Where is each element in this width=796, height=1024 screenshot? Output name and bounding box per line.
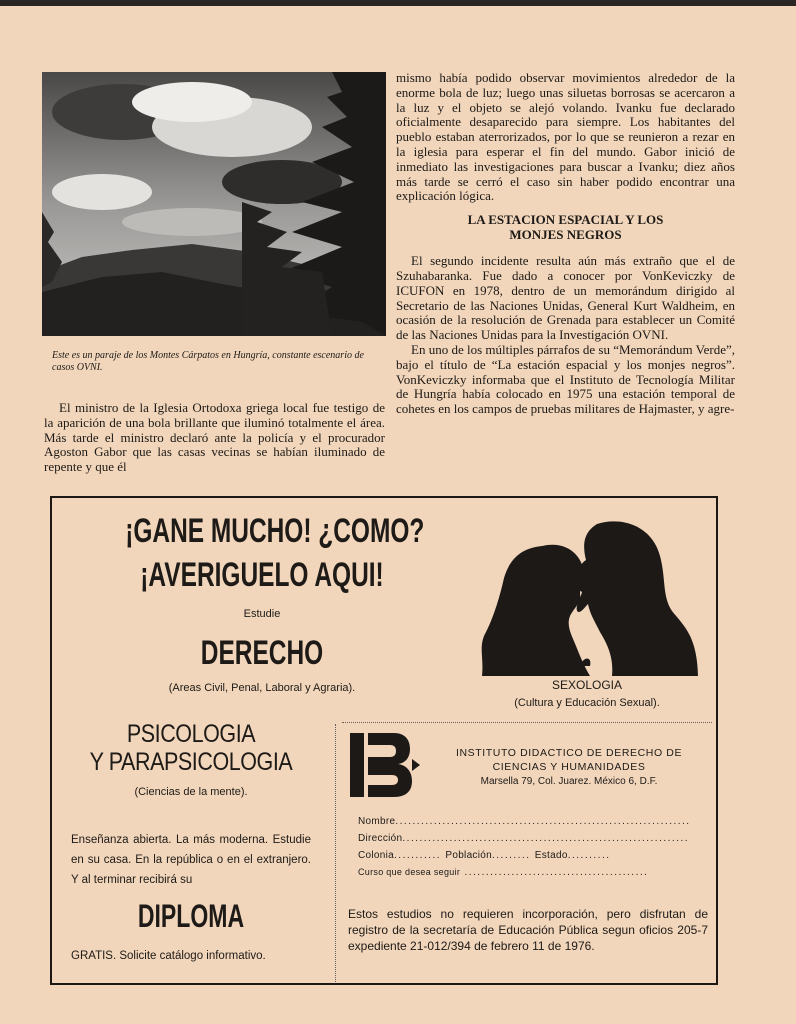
- course-sexologia-detail: (Cultura y Educación Sexual).: [514, 697, 660, 709]
- article-paragraph: mismo había podido observar movimientos alrededor de la enorme bola de luz; luego unas siluetas borrosas se acercaron a la luz y el objeto se alejó volando. Ivanku fue declarado oficialmente desaparecido para siempre. Los habitantes del pueblo estaban aterrorizados, por lo que se reunieron a rezar en la iglesia para esperar el fin del mundo. Gabor inició de inmediato las investigaciones para buscar a Ivanku; diez años más tarde se cerró el caso sin haber podido encontrar una explicación lógica.: [396, 70, 735, 204]
- article-paragraph: En uno de los múltiples párrafos de su “Memorándum Verde”, bajo el título de “La estación espacial y los monjes negros”. VonKeviczky informaba que el Instituto de Tecnología Militar de Hungría había colocado en 1975 una estación temporal de cohetes en los campos de pruebas militares de Hajmaster, y agre-: [396, 341, 735, 417]
- form-label-nombre: Nombre: [358, 816, 396, 827]
- accreditation-note: Estos estudios no requieren incorporación, pero disfrutan de registro de la secretaría de Educación Pública segun oficios 205-7 expediente 21-012/394 de febrero 11 de 1976.: [348, 907, 708, 953]
- diploma-heading: DIPLOMA: [137, 898, 245, 934]
- institute-logo: [348, 731, 422, 799]
- article-paragraph: El ministro de la Iglesia Ortodoxa griega local fue testigo de la aparición de una bola brillante que iluminó totalmente el área. Más tarde el ministro declaró ante la policía y el procurador Agoston Gabor que las casas vecinas se habían iluminado de repente y que él: [44, 400, 385, 475]
- form-label-estado: Estado: [534, 850, 568, 861]
- article-left-column: [44, 401, 385, 475]
- course-sexologia: SEXOLOGIA: [551, 678, 623, 692]
- form-label-colonia: Colonia: [358, 850, 395, 861]
- article-right-column: [396, 71, 735, 417]
- course-derecho-detail: (Areas Civil, Penal, Laboral y Agraria).: [168, 682, 356, 694]
- landscape-illustration: [42, 72, 386, 336]
- study-label: Estudie: [243, 608, 281, 620]
- form-field-curso[interactable]: Curso que desea seguir ...........................................: [358, 867, 649, 878]
- institute-address: Marsella 79, Col. Juarez. México 6, D.F.: [480, 776, 658, 787]
- course-psicologia-detail: (Ciencias de la mente).: [134, 786, 248, 798]
- institute-name-line: INSTITUTO DIDACTICO DE DERECHO DE: [455, 747, 683, 759]
- carpathian-mountains-photo: [42, 72, 386, 336]
- article-paragraph: El segundo incidente resulta aún más extraño que el de Szuhabaranka. Fue dado a conocer por VonKeviczky de ICUFON en 1978, dentro de un memorándum dirigido al Secretario de las Naciones Unidas, General Kurt Waldheim, en ocasión de la resolución de Grenada para establecer un Comité de las Naciones Unidas para la Investigación OVNI.: [396, 253, 735, 343]
- course-psicologia-line: Y PARAPSICOLOGIA: [89, 748, 293, 776]
- gratis-note: GRATIS. Solicite catálogo informativo.: [71, 950, 266, 962]
- divider-line: [342, 722, 712, 723]
- form-label-curso: Curso que desea seguir: [358, 867, 461, 877]
- form-label-direccion: Dirección: [358, 833, 403, 844]
- ad-headline: ¡GANE MUCHO! ¿COMO?: [125, 512, 425, 550]
- course-psicologia: [84, 720, 299, 776]
- form-field-direccion[interactable]: Dirección...................................................................: [358, 833, 690, 844]
- form-field-nombre[interactable]: Nombre.....................................................................: [358, 816, 691, 827]
- ad-headline: ¡AVERIGUELO AQUI!: [140, 556, 384, 594]
- section-heading-line: MONJES NEGROS: [509, 226, 622, 242]
- form-field-colonia[interactable]: Colonia........... Población......... Estado..........: [358, 850, 611, 861]
- photo-caption: Este es un paraje de los Montes Cárpatos en Hungría, constante escenario de casos OVNI.: [52, 350, 364, 373]
- ad-body-text: Enseñanza abierta. La más moderna. Estudie en su casa. En la república o en el extranjero. Y al terminar recibirá su: [71, 834, 311, 886]
- course-derecho: DERECHO: [200, 634, 324, 672]
- divider-line: [335, 724, 336, 982]
- page-top-edge: [0, 0, 796, 6]
- advertisement-box: [50, 496, 718, 985]
- section-heading: [396, 213, 735, 242]
- course-psicologia-line: PSICOLOGIA: [126, 720, 256, 748]
- section-heading-line: LA ESTACION ESPACIAL Y LOS: [467, 212, 664, 228]
- form-label-poblacion: Población: [445, 850, 492, 861]
- couple-silhouette-illustration: [472, 516, 702, 676]
- institute-name: [434, 746, 704, 774]
- institute-name-line: CIENCIAS Y HUMANIDADES: [492, 761, 646, 773]
